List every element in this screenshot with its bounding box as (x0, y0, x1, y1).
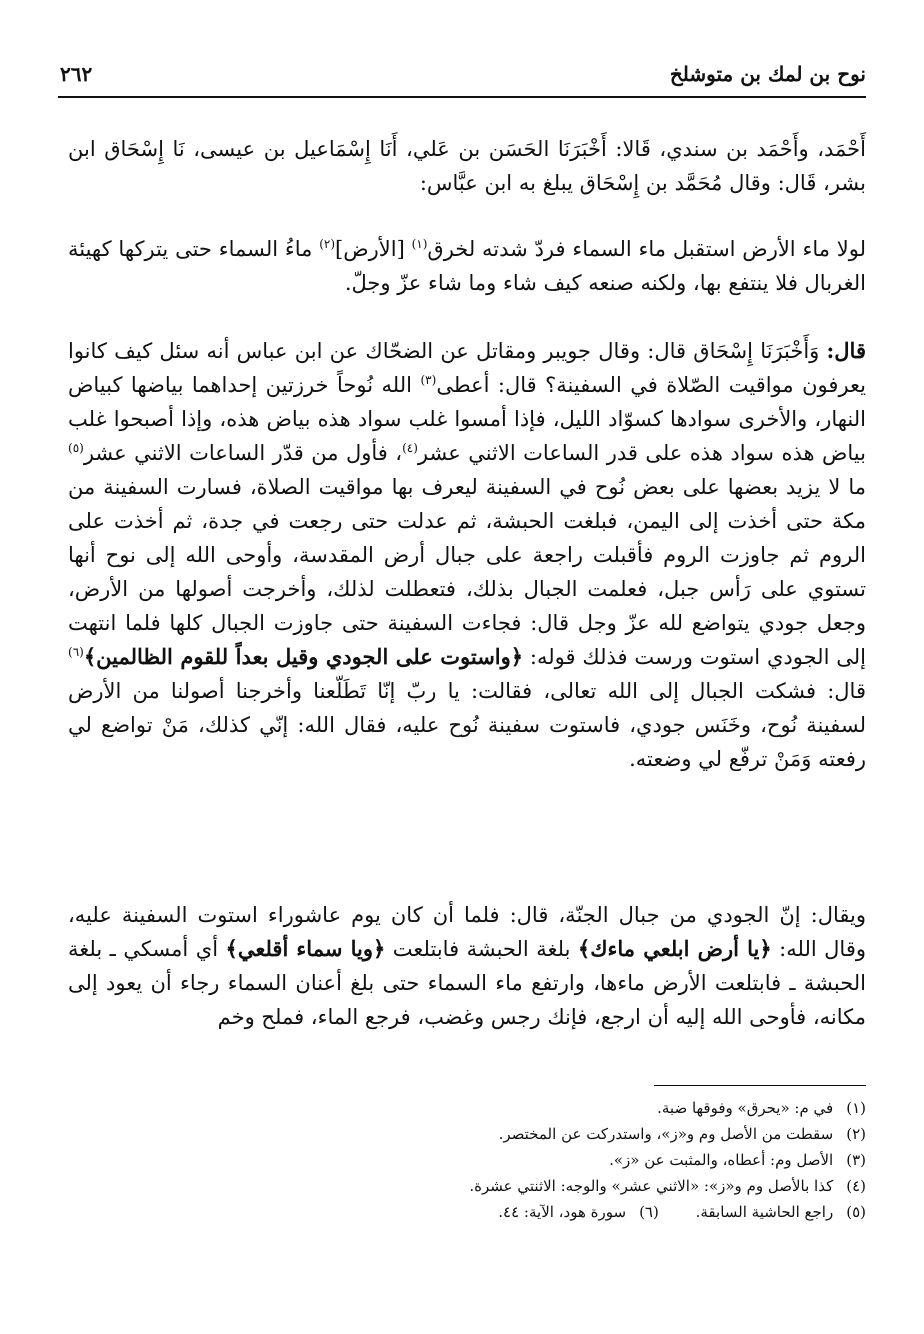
footnote-ref-1: (١) (411, 237, 428, 251)
footnote-6 (498, 1199, 659, 1225)
footnote-1 (58, 1095, 866, 1121)
footnote-text: في م: «يحرق» وفوقها ضبة. (657, 1099, 834, 1117)
footnote-text: سقطت من الأصل وم و«ز»، واستدركت عن المختصر. (498, 1125, 834, 1143)
footnote-ref-6: (٦) (68, 645, 84, 659)
paragraph-2-text (68, 232, 866, 300)
footnote-number: (٥) (846, 1203, 866, 1221)
paragraph-3-text (68, 334, 866, 776)
header-rule (58, 96, 866, 98)
footnote-ref-2: (٢) (319, 237, 336, 251)
footnote-number: (١) (846, 1099, 866, 1117)
footnote-number: (٣) (846, 1151, 866, 1169)
p3-text-a: وَأَخْبَرَنَا إِسْحَاق قال: وقال جويبر ومقاتل عن الضحّاك عن ابن عباس أنه سئل كيف كانوا يعرفون مواقيت الصّلاة في السفينة؟ قال: أعطى (68, 339, 867, 397)
footnote-ref-5: (٥) (68, 441, 84, 455)
p3-text-c: ، فأول من قدّر الساعات الاثني عشر (83, 441, 403, 465)
paragraph-4-text (68, 898, 866, 1034)
footnote-ref-4: (٤) (402, 441, 418, 455)
footnote-2 (58, 1121, 866, 1147)
p3-text-d: ما لا يزيد بعضها على بعض نُوح في السفينة ليعرف بها مواقيت الصلاة، فسارت السفينة من مكة حتى أخذت إلى اليمن، فبلغت الحبشة، ثم عدلت حتى رجعت في جدة، ثم أخذت على الروم ثم جاوزت الروم فأقبلت راجعة على جبال أرض المقدسة، وأوحى الله إلى نوح أنها تستوي على رَأس جبل، فعلمت الجبال بذلك، فتعطلت لذلك، وأخرجت أصولها من الأرض، وجعل جودي يتواضع لله عزّ وجل قال: فجاءت السفينة حتى جاوزت الجبال كلها فلما انتهت إلى الجودي استوت ورست فذلك قوله: (68, 475, 866, 669)
quran-verse: ﴿واستوت على الجودي وقيل بعداً للقوم الظالمين﴾ (83, 644, 524, 669)
p4-text-c: أي أمسكي ـ بلغة الحبشة ـ فابتلعت الأرض ماءها، وارتفع ماء السماء حتى بلغ أعنان السماء رجاء أن يعود إلى مكانه، فأوحى الله إليه أن ارجع، فإنك رجس وغضب، فرجع الماء، فملح وخم (68, 937, 866, 1029)
paragraph-2 (68, 232, 866, 300)
paragraph-isnad (68, 132, 866, 200)
p3-text-e: قال: فشكت الجبال إلى الله تعالى، فقالت: يا ربّ إنّا تَطَلّعنا وأخرجنا أصولنا من الأرض لسفينة نُوح، وخَنَس جودي، فاستوت سفينة نُوح عليه، فقال الله: إنّي كذلك، مَنْ تواضع لي رفعته وَمَنْ ترفّع لي وضعته. (68, 679, 866, 771)
footnote-separator (654, 1085, 866, 1086)
paragraph-4 (68, 898, 866, 1034)
footnote-number: (٤) (846, 1177, 866, 1195)
footnote-ref-3: (٣) (420, 373, 437, 387)
quran-verse-2: ﴿ويا سماء أقلعي﴾ (225, 936, 386, 961)
footnote-number-6: (٦) (639, 1203, 659, 1221)
page-header (58, 58, 866, 98)
paragraph-3 (68, 334, 866, 776)
running-title: نوح بن لمك بن متوشلخ (669, 62, 866, 86)
p2-text-a: لولا ماء الأرض استقبل ماء السماء فردّ شدته لخرق (427, 237, 866, 261)
footnote-text-6: سورة هود، الآية: ٤٤. (498, 1203, 627, 1221)
paragraph-1-text: أَحْمَد، وأَحْمَد بن سندي، قَالا: أَخْبَرَنَا الحَسَن بن عَلي، أَنَا إِسْمَاعيل بن عيسى، نَا إِسْحَاق ابن بشر، قَال: وقال مُحَمَّد بن إِسْحَاق يبلغ به ابن عبَّاس: (68, 137, 866, 195)
quran-verse-1: ﴿يا أرض ابلعي ماءك﴾ (577, 936, 772, 961)
page-number: ٢٦٢ (60, 62, 93, 86)
footnotes (58, 1095, 866, 1225)
footnote-text: كذا بالأصل وم و«ز»: «الاثني عشر» والوجه: الاثنتي عشرة. (469, 1177, 834, 1195)
p3-text-b: الله نُوحاً خرزتين إحداهما بياضها كبياض النهار، والأخرى سوادها كسوّاد الليل، فإذا أمسوا غلب سواد هذه بياض هذه، وإذا أصبحوا غلب بياض هذه سواد هذه على قدر الساعات الاثني عشر (68, 373, 866, 465)
footnote-text: الأصل وم: أعطاه، والمثبت عن «ز». (609, 1151, 834, 1169)
p2-text-c: ماءُ السماء حتى يتركها كهيئة الغربال فلا ينتفع بها، ولكنه صنعه كيف شاء وما شاء عزّ وجلّ. (68, 237, 866, 295)
p2-text-b: [الأرض] (335, 237, 412, 261)
p4-text-b: بلغة الحبشة فابتلعت (385, 937, 578, 961)
footnote-4 (58, 1173, 866, 1199)
footnote-3 (58, 1147, 866, 1173)
p4-text-a: ويقال: إنّ الجودي من جبال الجنّة، قال: فلما أن كان يوم عاشوراء استوت السفينة عليه، وقال الله: (68, 903, 867, 961)
footnote-5 (58, 1199, 866, 1225)
qal-label: قال: (826, 338, 866, 363)
footnote-text: راجع الحاشية السابقة. (695, 1203, 834, 1221)
footnote-number: (٢) (846, 1125, 866, 1143)
